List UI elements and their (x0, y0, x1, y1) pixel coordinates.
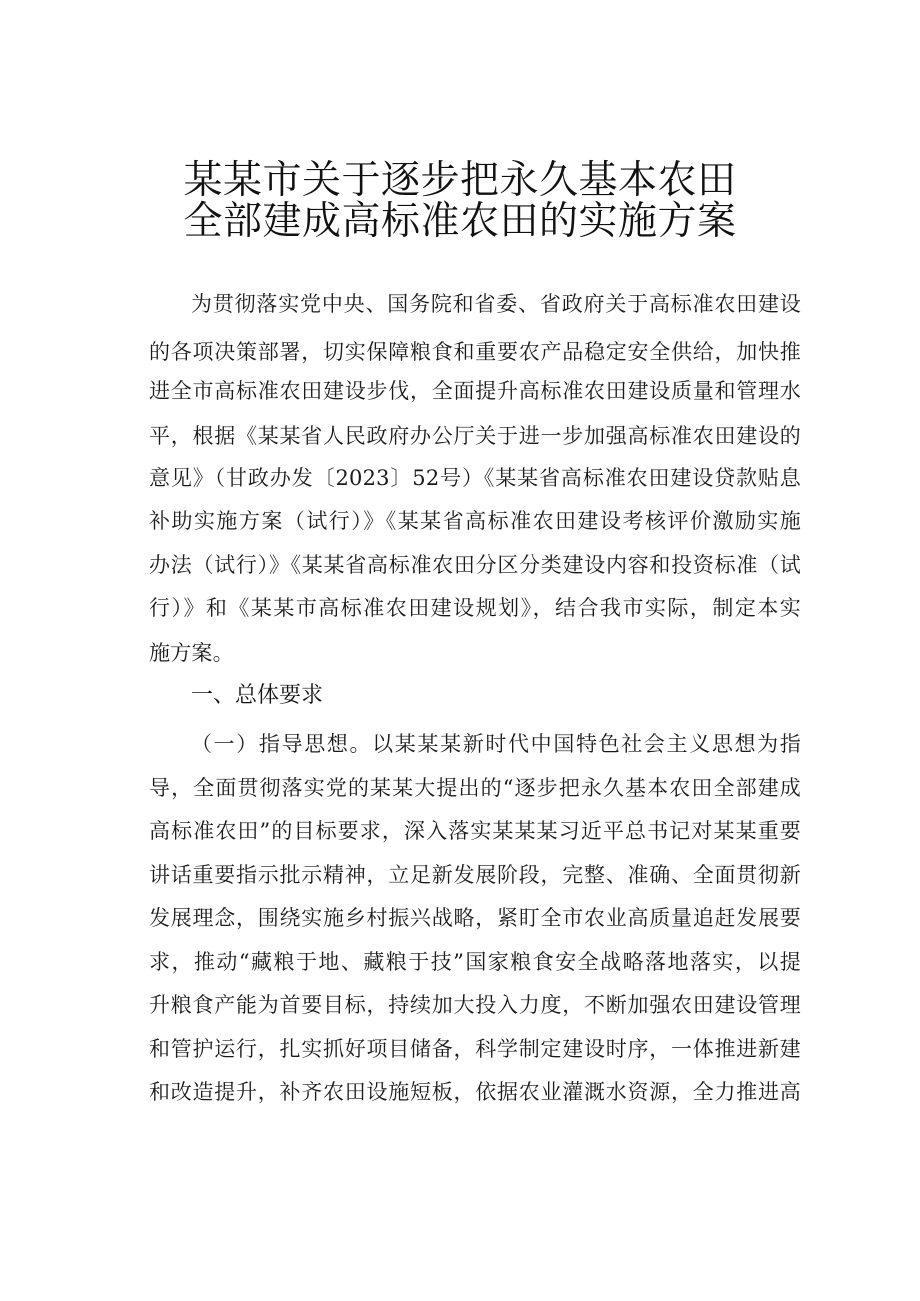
intro-line-4: 平，根据《某某省人民政府办公厅关于进一步加强高标准农田建设的 (149, 424, 801, 448)
intro-line-7: 办法（试行）》《某某省高标准农田分区分类建设内容和投资标准（试 (149, 553, 801, 577)
section-line-1: （一）指导思想。以某某某新时代中国特色社会主义思想为指 (191, 732, 801, 756)
section-line-7: 升粮食产能为首要目标，持续加大投入力度，不断加强农田建设管理 (149, 993, 801, 1017)
intro-line-3: 进全市高标准农田建设步伐，全面提升高标准农田建设质量和管理水 (149, 379, 801, 403)
document-title-line-2: 全部建成高标准农田的实施方案 (183, 199, 737, 244)
section-line-3: 高标准农田”的目标要求，深入落实某某某习近平总书记对某某重要 (149, 819, 801, 843)
document-title-line-1: 某某市关于逐步把永久基本农田 (183, 158, 737, 203)
intro-line-2: 的各项决策部署，切实保障粮食和重要农产品稳定安全供给，加快推 (149, 340, 801, 364)
section-line-8: 和管护运行，扎实抓好项目储备，科学制定建设时序，一体推进新建 (149, 1037, 801, 1061)
section-line-6: 求，推动“藏粮于地、藏粮于技”国家粮食安全战略落地落实，以提 (149, 950, 801, 974)
section-line-5: 发展理念，围绕实施乡村振兴战略，紧盯全市农业高质量追赶发展要 (149, 906, 801, 930)
intro-line-8: 行）》和《某某市高标准农田建设规划》，结合我市实际，制定本实 (149, 596, 801, 620)
section-heading: 一、总体要求 (191, 683, 324, 708)
intro-line-1: 为贯彻落实党中央、国务院和省委、省政府关于高标准农田建设 (191, 292, 801, 316)
intro-line-6: 补助实施方案（试行）》《某某省高标准农田建设考核评价激励实施 (149, 509, 801, 533)
section-line-4: 讲话重要指示批示精神，立足新发展阶段，完整、准确、全面贯彻新 (149, 863, 801, 887)
section-line-2: 导，全面贯彻落实党的某某大提出的“逐步把永久基本农田全部建成 (149, 776, 801, 800)
intro-line-9: 施方案。 (149, 641, 234, 665)
section-line-9: 和改造提升，补齐农田设施短板，依据农业灌溉水资源，全力推进高 (149, 1080, 801, 1104)
intro-line-5: 意见》（甘政办发〔2023〕52号）《某某省高标准农田建设贷款贴息 (149, 466, 801, 490)
